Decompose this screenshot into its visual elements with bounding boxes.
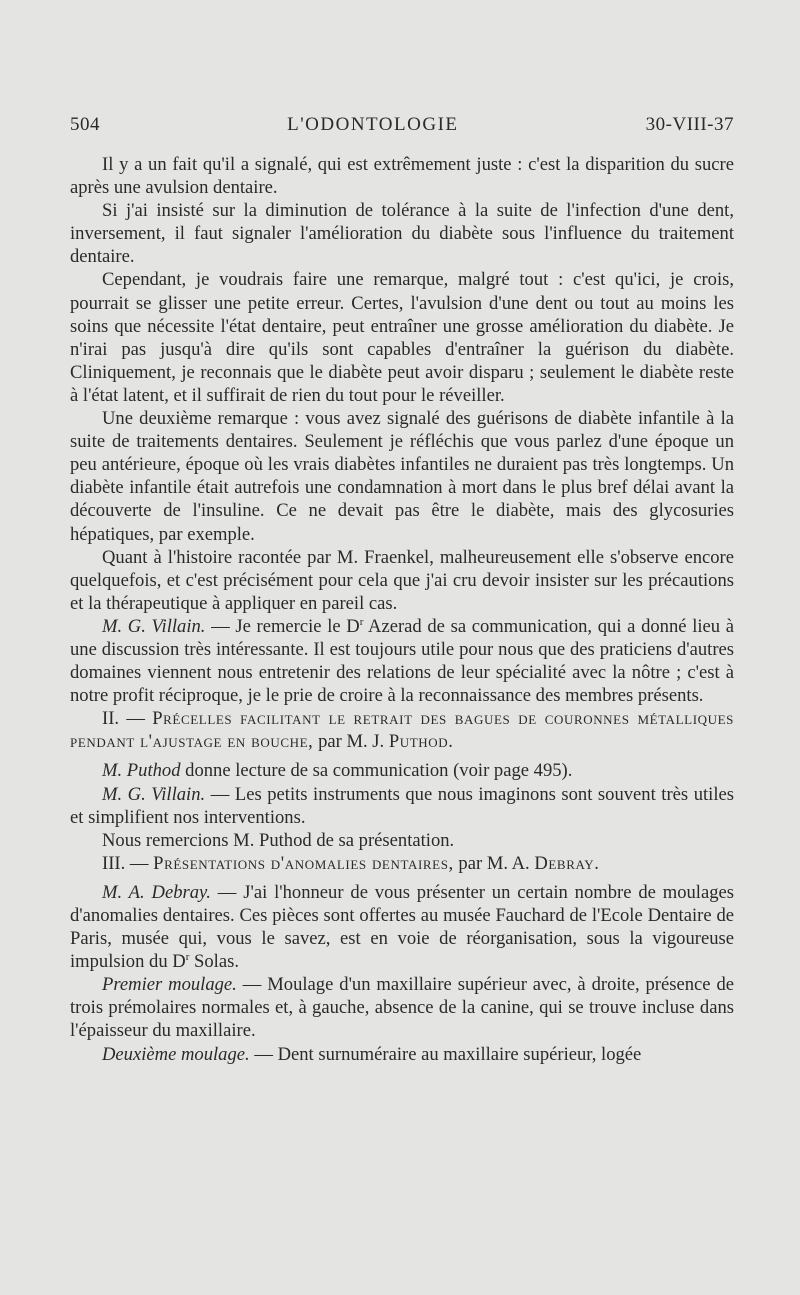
moulage-label: Deuxième moulage. [102, 1043, 250, 1065]
villain-remark [70, 615, 734, 707]
superscript: r [185, 951, 190, 964]
section-title: Présentations d'anomalies dentaires, [153, 852, 454, 874]
moulage-2 [70, 1043, 734, 1066]
puthod-reading [70, 759, 734, 782]
page-number: 504 [70, 114, 100, 135]
issue-date: 30-VIII-37 [645, 114, 734, 135]
remark-text: donne lecture de sa communication (voir page 495). [180, 760, 573, 782]
section-number: III. — [102, 852, 154, 874]
author-prefix: par M. J. [313, 731, 389, 753]
paragraph: Il y a un fait qu'il a signalé, qui est extrêmement juste : c'est la disparition du sucre après une avulsion dentaire. [70, 154, 734, 199]
speaker-name: M. G. Villain. [102, 615, 206, 637]
moulage-text: — Moulage d'un maxillaire supérieur avec, à droite, présence de trois prémolaires normales et, à gauche, absence de la canine, qui se trouve incluse dans l'épaisseur du maxillaire. [70, 974, 734, 1042]
remark-text: Azerad de sa communication, qui a donné lieu à une discussion très intéressante. Il est toujours utile pour nous que des praticiens d'autres domaines viennent nous entretenir des relations de leur spécialité avec la nôtre ; c'est à notre profit réciproque, je le prie de croire à la reconnaissance des membres présents. [70, 615, 734, 707]
remark-text: — J'ai l'honneur de vous présenter un certain nombre de moulages d'anomalies dentaires. Ces pièces sont offertes au musée Fauchard de l'Ecole Dentaire de Paris, musée qui, vous le savez, est en voie de réorganisation, sous la vigoureuse impulsion du D [70, 881, 734, 973]
section-number: II. — [102, 708, 153, 730]
remark-text: — Je remercie le D [205, 615, 360, 637]
article-body [70, 153, 734, 1066]
remark-text: — Les petits instruments que nous imaginons sont souvent très utiles et simplifient nos interventions. [70, 783, 734, 828]
paragraph: Une deuxième remarque : vous avez signalé des guérisons de diabète infantile à la suite de traitements dentaires. Seulement je réfléchis que vous parlez d'une époque un peu antérieure, époque où les vrais diabètes infantiles ne duraient pas très longtemps. Un diabète infantile était autrefois une condamnation à mort dans le plus bref délai avant la découverte de l'insuline. Ce ne devait pas être le diabète, mais des glycosuries hépatiques, par exemple. [70, 408, 734, 545]
villain-remark-2 [70, 783, 734, 829]
moulage-text: — Dent surnuméraire au maxillaire supérieur, logée [249, 1043, 642, 1065]
paragraph: Cependant, je voudrais faire une remarque, malgré tout : c'est qu'ici, je crois, pourrait se glisser une petite erreur. Certes, l'avulsion d'une dent ou tout au moins les soins que nécessite l'état dentaire, peut entraîner une grosse amélioration du diabète. Je n'irai pas jusqu'à dire qu'ils sont capables d'entraîner la guérison du diabète. Cliniquement, je reconnais que le diabète peut avoir disparu ; seulement le diabète reste à l'état latent, et il suffirait de rien du tout pour le réveiller. [70, 269, 734, 406]
section-heading-2 [70, 707, 734, 753]
paragraph: Quant à l'histoire racontée par M. Fraenkel, malheureusement elle s'observe encore quelquefois, et c'est précisément pour cela que j'ai cru devoir insister sur les précautions et la thérapeutique à appliquer en pareil cas. [70, 546, 734, 614]
speaker-name: M. Puthod [102, 760, 181, 782]
section-heading-3 [70, 852, 734, 875]
remark-text: Solas. [189, 951, 239, 973]
paragraph: Nous remercions M. Puthod de sa présentation. [102, 829, 455, 851]
section-title: Précelles facilitant le retrait des bagues de couronnes métalliques pendant l'ajustage en bouche, [70, 708, 734, 753]
running-header [70, 114, 734, 136]
moulage-1 [70, 973, 734, 1042]
moulage-label: Premier moulage. [102, 974, 237, 996]
speaker-name: M. G. Villain. [102, 783, 206, 805]
author-prefix: par M. A. [453, 852, 535, 874]
paragraph: Si j'ai insisté sur la diminution de tolérance à la suite de l'infection d'une dent, inversement, il faut signaler l'amélioration du diabète sous l'influence du traitement dentaire. [70, 200, 734, 268]
section-author: Debray. [534, 852, 600, 874]
section-author: Puthod. [388, 731, 454, 753]
journal-title: L'ODONTOLOGIE [287, 114, 459, 135]
superscript: r [359, 615, 364, 628]
speaker-name: M. A. Debray. [102, 881, 211, 903]
debray-intro [70, 881, 734, 973]
